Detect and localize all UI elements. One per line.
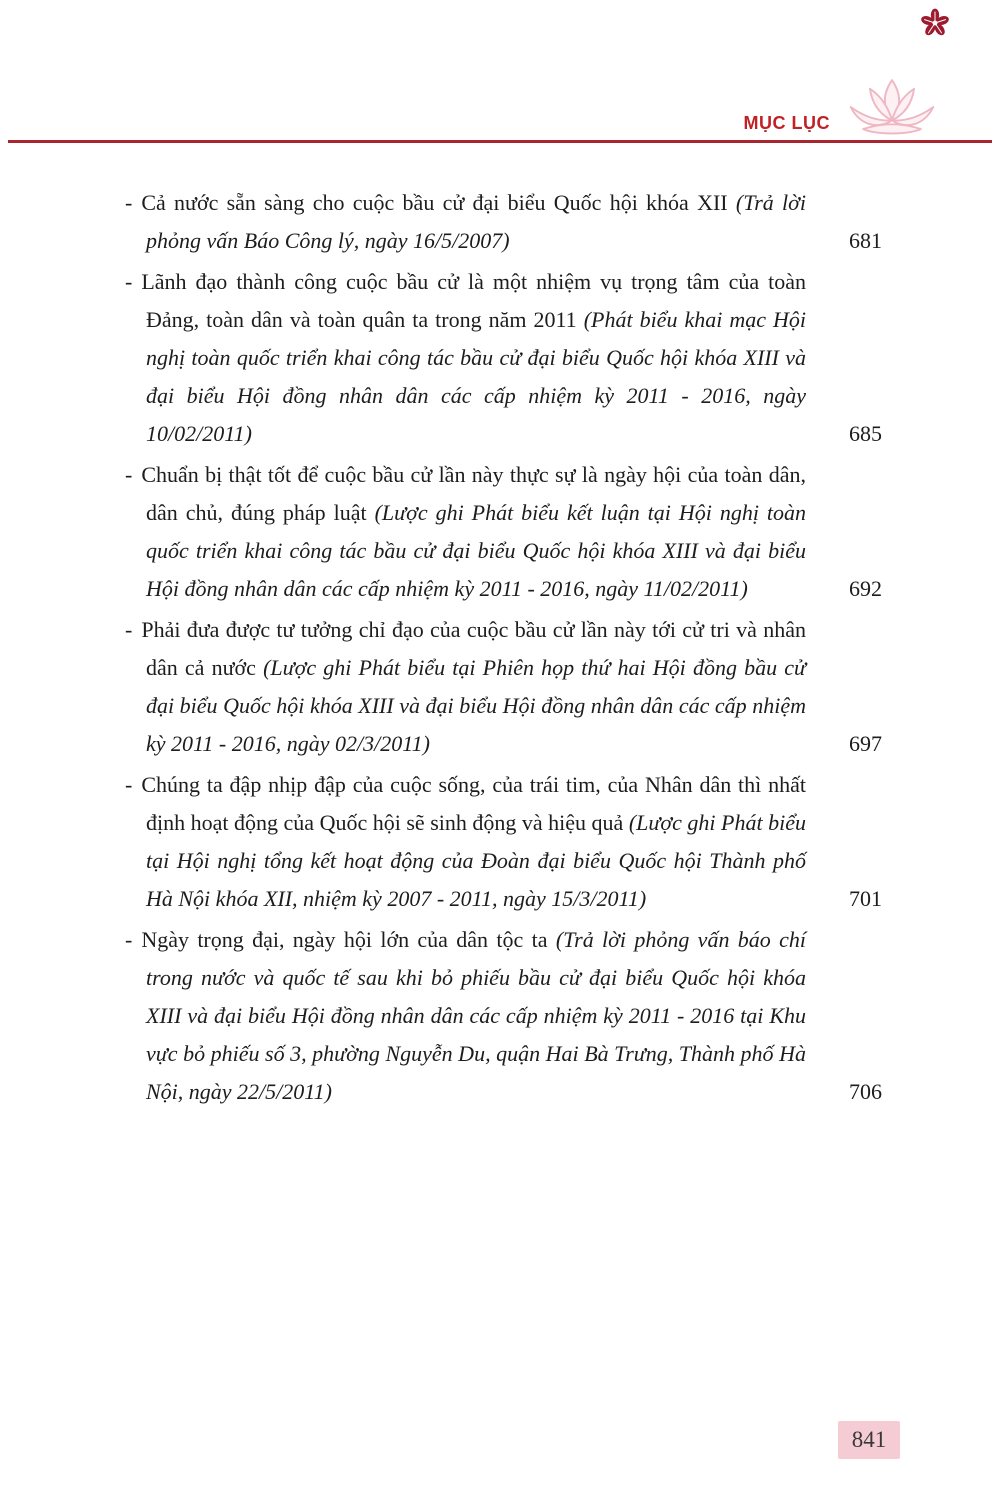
entry-text [125,921,806,1111]
toc-entry [125,921,882,1111]
lotus-icon [844,74,940,140]
entry-marker: - [125,462,133,487]
toc-entry [125,456,882,608]
entry-page-number: 697 [849,731,882,756]
entry-title: Ngày trọng đại, ngày hội lớn của dân tộc ta [141,927,548,952]
entry-text [125,766,806,918]
entry-page-number: 692 [849,576,882,601]
entry-title: Phải đưa được tư tưởng chỉ đạo của cuộc bầu cử lần này tới cử tri và nhân dân cả nước [141,617,806,680]
entry-source: (Trả lời phỏng vấn Báo Công lý, ngày 16/5/2007) [146,190,807,253]
entry-page-number: 681 [849,228,882,253]
entry-text [125,263,806,453]
entry-text [125,611,806,763]
toc-entry [125,766,882,918]
toc-entry [125,611,882,763]
entry-marker: - [125,927,133,952]
flower-icon [920,8,950,38]
entry-page-number: 685 [849,421,882,446]
header-divider [8,140,992,143]
entry-source: (Lược ghi Phát biểu tại Phiên họp thứ hai Hội đồng bầu cử đại biểu Quốc hội khóa XIII và đại biểu Hội đồng nhân dân các cấp nhiệm kỳ 2011 - 2016, ngày 02/3/2011) [146,655,806,756]
entry-page-number: 706 [849,1079,882,1104]
entry-title: Chúng ta đập nhịp đập của cuộc sống, của trái tim, của Nhân dân thì nhất định hoạt động của Quốc hội sẽ sinh động và hiệu quả [141,772,806,835]
entry-marker: - [125,617,133,642]
entry-marker: - [125,190,133,215]
entry-marker: - [125,772,133,797]
entry-title: Chuẩn bị thật tốt để cuộc bầu cử lần này thực sự là ngày hội của toàn dân, dân chủ, đúng pháp luật [141,462,806,525]
entry-title: Cả nước sẵn sàng cho cuộc bầu cử đại biểu Quốc hội khóa XII [141,190,728,215]
entry-source: (Lược ghi Phát biểu tại Hội nghị tổng kết hoạt động của Đoàn đại biểu Quốc hội Thành phố Hà Nội khóa XII, nhiệm kỳ 2007 - 2011, ngày 15/3/2011) [146,810,806,911]
folio-page-number: 841 [838,1421,900,1459]
entry-text [125,184,806,260]
entry-title: Lãnh đạo thành công cuộc bầu cử là một nhiệm vụ trọng tâm của toàn Đảng, toàn dân và toàn quân ta trong năm 2011 [141,269,806,332]
entry-source: (Phát biểu khai mạc Hội nghị toàn quốc triển khai công tác bầu cử đại biểu Quốc hội khóa XIII và đại biểu Hội đồng nhân dân các cấp nhiệm kỳ 2011 - 2016, ngày 10/02/2011) [146,307,807,446]
entry-marker: - [125,269,133,294]
entry-source: (Lược ghi Phát biểu kết luận tại Hội nghị toàn quốc triển khai công tác bầu cử đại biểu Quốc hội khóa XIII và đại biểu Hội đồng nhân dân các cấp nhiệm kỳ 2011 - 2016, ngày 11/02/2011) [146,500,806,601]
toc-entry [125,184,882,260]
page-title: MỤC LỤC [743,113,830,133]
entry-text [125,456,806,608]
entry-page-number: 701 [849,886,882,911]
entry-source: (Trả lời phỏng vấn báo chí trong nước và quốc tế sau khi bỏ phiếu bầu cử đại biểu Quốc hội khóa XIII và đại biểu Hội đồng nhân dân các cấp nhiệm kỳ 2011 - 2016 tại Khu vực bỏ phiếu số 3, phường Nguyễn Du, quận Hai Bà Trưng, Thành phố Hà Nội, ngày 22/5/2011) [146,927,806,1104]
table-of-contents [125,184,882,1114]
toc-entry [125,263,882,453]
